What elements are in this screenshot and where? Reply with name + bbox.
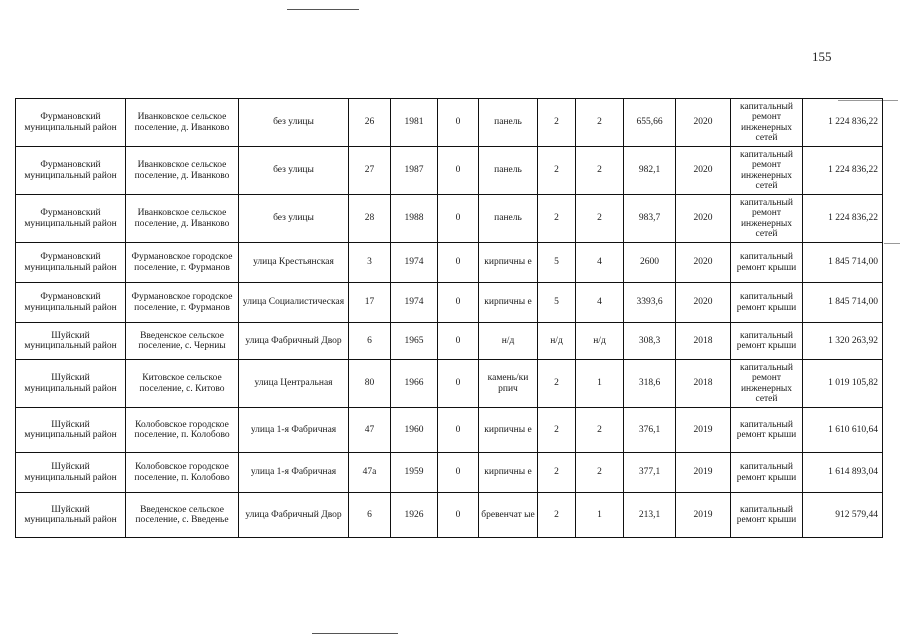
cost-cell: 1 224 836,22 xyxy=(803,99,883,147)
floors-cell: н/д xyxy=(538,323,576,360)
entrances-cell: 4 xyxy=(576,283,624,323)
work-type-cell: капитальный ремонт крыши xyxy=(731,408,803,453)
cost-cell: 1 845 714,00 xyxy=(803,283,883,323)
house-number-cell: 80 xyxy=(349,360,391,408)
wall-material-cell: кирпичны е xyxy=(479,283,538,323)
plan-year-cell: 2020 xyxy=(676,195,731,243)
year-built-cell: 1981 xyxy=(391,99,438,147)
street-cell: улица Центральная xyxy=(239,360,349,408)
zero-value-cell: 0 xyxy=(438,243,479,283)
area-cell: 2600 xyxy=(624,243,676,283)
year-built-cell: 1926 xyxy=(391,493,438,538)
scan-artifact-top xyxy=(287,9,359,10)
table-row xyxy=(16,323,883,360)
settlement-cell: Иванковское сельское поселение, д. Иванково xyxy=(126,147,239,195)
zero-value-cell: 0 xyxy=(438,323,479,360)
wall-material-cell: камень/ки рпич xyxy=(479,360,538,408)
area-cell: 982,1 xyxy=(624,147,676,195)
cost-cell: 1 224 836,22 xyxy=(803,195,883,243)
page-number: 155 xyxy=(812,49,832,64)
floors-cell: 2 xyxy=(538,453,576,493)
wall-material-cell: панель xyxy=(479,99,538,147)
plan-year-cell: 2018 xyxy=(676,323,731,360)
table-row xyxy=(16,453,883,493)
zero-value-cell: 0 xyxy=(438,360,479,408)
table-row xyxy=(16,408,883,453)
table-row xyxy=(16,493,883,538)
year-built-cell: 1974 xyxy=(391,283,438,323)
settlement-cell: Фурмановское городское поселение, г. Фурманов xyxy=(126,243,239,283)
cost-cell: 1 320 263,92 xyxy=(803,323,883,360)
street-cell: без улицы xyxy=(239,147,349,195)
table-row xyxy=(16,195,883,243)
work-type-cell: капитальный ремонт инженерных сетей xyxy=(731,360,803,408)
area-cell: 376,1 xyxy=(624,408,676,453)
work-type-cell: капитальный ремонт крыши xyxy=(731,453,803,493)
zero-value-cell: 0 xyxy=(438,99,479,147)
floors-cell: 2 xyxy=(538,99,576,147)
plan-year-cell: 2019 xyxy=(676,493,731,538)
settlement-cell: Китовское сельское поселение, с. Китово xyxy=(126,360,239,408)
entrances-cell: 1 xyxy=(576,493,624,538)
zero-value-cell: 0 xyxy=(438,493,479,538)
street-cell: улица Фабричный Двор xyxy=(239,493,349,538)
year-built-cell: 1966 xyxy=(391,360,438,408)
table-row xyxy=(16,360,883,408)
year-built-cell: 1974 xyxy=(391,243,438,283)
cost-cell: 1 610 610,64 xyxy=(803,408,883,453)
settlement-cell: Иванковское сельское поселение, д. Иванково xyxy=(126,99,239,147)
district-cell: Фурмановский муниципальный район xyxy=(16,147,126,195)
street-cell: улица Крестьянская xyxy=(239,243,349,283)
floors-cell: 2 xyxy=(538,195,576,243)
street-cell: без улицы xyxy=(239,195,349,243)
area-cell: 213,1 xyxy=(624,493,676,538)
wall-material-cell: бревенчат ые xyxy=(479,493,538,538)
settlement-cell: Иванковское сельское поселение, д. Иванково xyxy=(126,195,239,243)
district-cell: Шуйский муниципальный район xyxy=(16,493,126,538)
cost-cell: 1 019 105,82 xyxy=(803,360,883,408)
zero-value-cell: 0 xyxy=(438,147,479,195)
street-cell: улица Социалистическая xyxy=(239,283,349,323)
plan-year-cell: 2020 xyxy=(676,283,731,323)
street-cell: улица 1-я Фабричная xyxy=(239,408,349,453)
district-cell: Фурмановский муниципальный район xyxy=(16,243,126,283)
house-number-cell: 26 xyxy=(349,99,391,147)
year-built-cell: 1959 xyxy=(391,453,438,493)
work-type-cell: капитальный ремонт инженерных сетей xyxy=(731,147,803,195)
plan-year-cell: 2018 xyxy=(676,360,731,408)
street-cell: без улицы xyxy=(239,99,349,147)
house-number-cell: 27 xyxy=(349,147,391,195)
work-type-cell: капитальный ремонт крыши xyxy=(731,323,803,360)
district-cell: Шуйский муниципальный район xyxy=(16,360,126,408)
entrances-cell: 4 xyxy=(576,243,624,283)
entrances-cell: н/д xyxy=(576,323,624,360)
district-cell: Фурмановский муниципальный район xyxy=(16,99,126,147)
area-cell: 3393,6 xyxy=(624,283,676,323)
district-cell: Фурмановский муниципальный район xyxy=(16,283,126,323)
work-type-cell: капитальный ремонт инженерных сетей xyxy=(731,99,803,147)
district-cell: Шуйский муниципальный район xyxy=(16,453,126,493)
entrances-cell: 2 xyxy=(576,453,624,493)
plan-year-cell: 2019 xyxy=(676,453,731,493)
table-row xyxy=(16,243,883,283)
house-number-cell: 28 xyxy=(349,195,391,243)
wall-material-cell: кирпичны е xyxy=(479,408,538,453)
plan-year-cell: 2020 xyxy=(676,147,731,195)
settlement-cell: Колобовское городское поселение, п. Колобово xyxy=(126,453,239,493)
area-cell: 318,6 xyxy=(624,360,676,408)
work-type-cell: капитальный ремонт крыши xyxy=(731,493,803,538)
entrances-cell: 2 xyxy=(576,408,624,453)
floors-cell: 2 xyxy=(538,360,576,408)
house-number-cell: 3 xyxy=(349,243,391,283)
floors-cell: 5 xyxy=(538,283,576,323)
floors-cell: 5 xyxy=(538,243,576,283)
floors-cell: 2 xyxy=(538,147,576,195)
scan-artifact-bottom xyxy=(312,633,398,634)
table-row xyxy=(16,99,883,147)
wall-material-cell: н/д xyxy=(479,323,538,360)
floors-cell: 2 xyxy=(538,493,576,538)
district-cell: Фурмановский муниципальный район xyxy=(16,195,126,243)
work-type-cell: капитальный ремонт крыши xyxy=(731,243,803,283)
house-number-cell: 6 xyxy=(349,323,391,360)
plan-year-cell: 2019 xyxy=(676,408,731,453)
street-cell: улица Фабричный Двор xyxy=(239,323,349,360)
scan-artifact-right-mid xyxy=(884,243,900,244)
wall-material-cell: панель xyxy=(479,195,538,243)
settlement-cell: Введенское сельское поселение, с. Введенье xyxy=(126,493,239,538)
wall-material-cell: панель xyxy=(479,147,538,195)
entrances-cell: 2 xyxy=(576,147,624,195)
year-built-cell: 1988 xyxy=(391,195,438,243)
year-built-cell: 1987 xyxy=(391,147,438,195)
entrances-cell: 2 xyxy=(576,99,624,147)
area-cell: 308,3 xyxy=(624,323,676,360)
work-type-cell: капитальный ремонт крыши xyxy=(731,283,803,323)
zero-value-cell: 0 xyxy=(438,453,479,493)
area-cell: 983,7 xyxy=(624,195,676,243)
house-number-cell: 17 xyxy=(349,283,391,323)
zero-value-cell: 0 xyxy=(438,283,479,323)
entrances-cell: 2 xyxy=(576,195,624,243)
settlement-cell: Фурмановское городское поселение, г. Фурманов xyxy=(126,283,239,323)
housing-repair-table xyxy=(15,98,883,538)
plan-year-cell: 2020 xyxy=(676,99,731,147)
zero-value-cell: 0 xyxy=(438,195,479,243)
entrances-cell: 1 xyxy=(576,360,624,408)
district-cell: Шуйский муниципальный район xyxy=(16,323,126,360)
year-built-cell: 1960 xyxy=(391,408,438,453)
cost-cell: 1 614 893,04 xyxy=(803,453,883,493)
house-number-cell: 47 xyxy=(349,408,391,453)
house-number-cell: 47а xyxy=(349,453,391,493)
work-type-cell: капитальный ремонт инженерных сетей xyxy=(731,195,803,243)
area-cell: 377,1 xyxy=(624,453,676,493)
zero-value-cell: 0 xyxy=(438,408,479,453)
table-row xyxy=(16,147,883,195)
area-cell: 655,66 xyxy=(624,99,676,147)
wall-material-cell: кирпичны е xyxy=(479,453,538,493)
table-row xyxy=(16,283,883,323)
floors-cell: 2 xyxy=(538,408,576,453)
district-cell: Шуйский муниципальный район xyxy=(16,408,126,453)
cost-cell: 1 224 836,22 xyxy=(803,147,883,195)
settlement-cell: Введенское сельское поселение, с. Черниы xyxy=(126,323,239,360)
house-number-cell: 6 xyxy=(349,493,391,538)
cost-cell: 912 579,44 xyxy=(803,493,883,538)
street-cell: улица 1-я Фабричная xyxy=(239,453,349,493)
settlement-cell: Колобовское городское поселение, п. Колобово xyxy=(126,408,239,453)
cost-cell: 1 845 714,00 xyxy=(803,243,883,283)
wall-material-cell: кирпичны е xyxy=(479,243,538,283)
plan-year-cell: 2020 xyxy=(676,243,731,283)
year-built-cell: 1965 xyxy=(391,323,438,360)
